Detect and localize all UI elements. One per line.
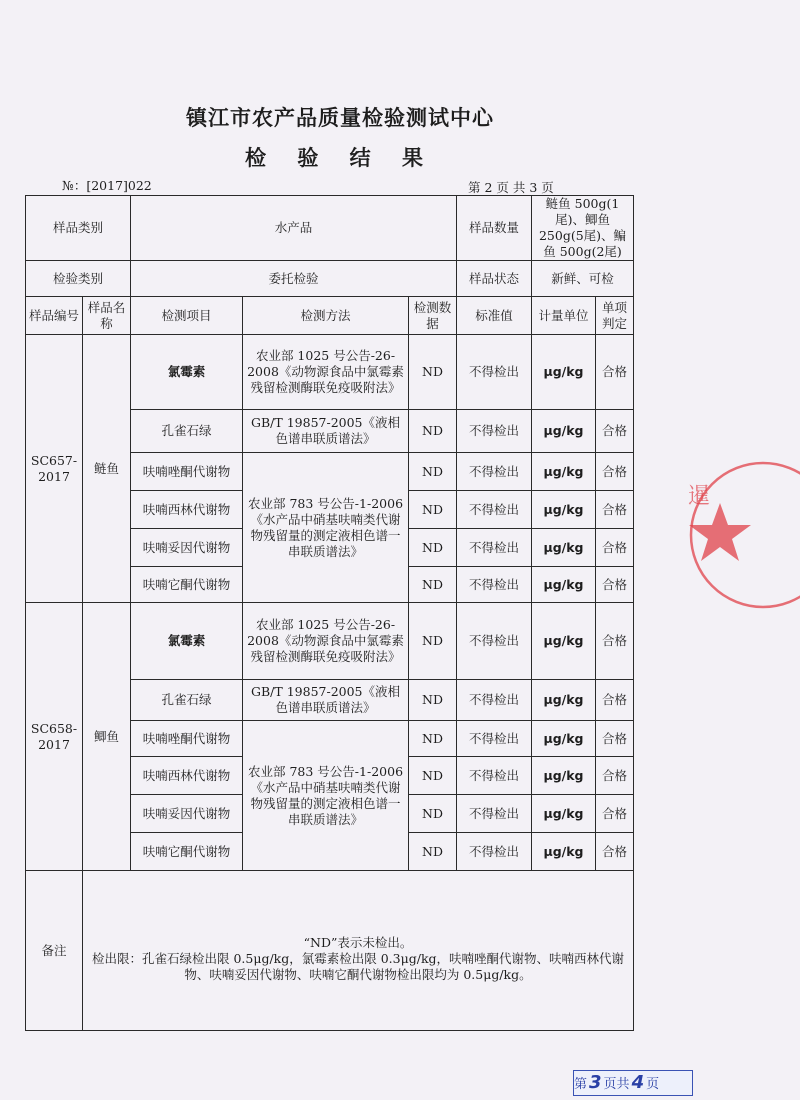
remarks-line-1: “ND”表示未检出。 — [303, 934, 413, 950]
col-test-method: 检测方法 — [243, 297, 409, 335]
unit: μg/kg — [532, 529, 596, 567]
seal-star-icon — [689, 503, 751, 561]
stamp-suffix: 页 — [646, 1077, 660, 1092]
judgement: 合格 — [596, 335, 634, 410]
test-method: 农业部 1025 号公告-26-2008《动物源食品中氯霉素残留检测酶联免疫吸附法》 — [243, 603, 409, 680]
report-number: №：[2017]022 — [62, 178, 152, 193]
unit: μg/kg — [532, 410, 596, 453]
test-item: 呋喃唑酮代谢物 — [131, 721, 243, 757]
page-subtitle: 检 验 结 果 — [245, 146, 435, 170]
sample-quantity-label: 样品数量 — [457, 196, 532, 261]
page-number-stamp — [573, 1070, 693, 1096]
standard-value: 不得检出 — [457, 529, 532, 567]
unit: μg/kg — [532, 680, 596, 721]
unit: μg/kg — [532, 757, 596, 795]
unit: μg/kg — [532, 721, 596, 757]
unit: μg/kg — [532, 567, 596, 603]
test-item: 氯霉素 — [131, 335, 243, 410]
remarks-label: 备注 — [26, 871, 83, 1031]
test-data: ND — [409, 410, 457, 453]
test-data: ND — [409, 833, 457, 871]
test-data: ND — [409, 721, 457, 757]
sample-name: 鲫鱼 — [83, 603, 131, 871]
judgement: 合格 — [596, 833, 634, 871]
judgement: 合格 — [596, 680, 634, 721]
unit: μg/kg — [532, 603, 596, 680]
sample-id: SC657-2017 — [26, 335, 83, 603]
test-data: ND — [409, 529, 457, 567]
unit: μg/kg — [532, 833, 596, 871]
col-test-data: 检测数据 — [409, 297, 457, 335]
table-row — [26, 335, 634, 410]
stamp-page-number: 3 — [589, 1072, 602, 1093]
test-item: 呋喃妥因代谢物 — [131, 529, 243, 567]
info-row-1 — [26, 196, 634, 261]
test-item: 呋喃西林代谢物 — [131, 491, 243, 529]
test-method: 农业部 783 号公告-1-2006《水产品中硝基呋喃类代谢物残留量的测定液相色谱一串联质谱法》 — [243, 453, 409, 603]
sample-category-value: 水产品 — [131, 196, 457, 261]
test-method: GB/T 19857-2005《液相色谱串联质谱法》 — [243, 680, 409, 721]
test-data: ND — [409, 335, 457, 410]
judgement: 合格 — [596, 410, 634, 453]
sample-name: 鲢鱼 — [83, 335, 131, 603]
test-item: 呋喃它酮代谢物 — [131, 567, 243, 603]
test-data: ND — [409, 757, 457, 795]
sample-quantity-value: 鲢鱼 500g(1尾)、鲫鱼 250g(5尾)、鳊鱼 500g(2尾) — [532, 196, 634, 261]
page-title: 镇江市农产品质量检验测试中心 — [186, 106, 494, 130]
col-sample-id: 样品编号 — [26, 297, 83, 335]
test-category-label: 检验类别 — [26, 261, 131, 297]
sample-category-label: 样品类别 — [26, 196, 131, 261]
test-item: 呋喃妥因代谢物 — [131, 795, 243, 833]
col-unit: 计量单位 — [532, 297, 596, 335]
standard-value: 不得检出 — [457, 603, 532, 680]
test-data: ND — [409, 603, 457, 680]
unit: μg/kg — [532, 453, 596, 491]
standard-value: 不得检出 — [457, 453, 532, 491]
col-sample-name: 样品名称 — [83, 297, 131, 335]
judgement: 合格 — [596, 795, 634, 833]
test-item: 呋喃唑酮代谢物 — [131, 453, 243, 491]
unit: μg/kg — [532, 795, 596, 833]
judgement: 合格 — [596, 491, 634, 529]
col-judgement: 单项判定 — [596, 297, 634, 335]
judgement: 合格 — [596, 757, 634, 795]
stamp-prefix: 第 — [574, 1077, 588, 1092]
test-method: GB/T 19857-2005《液相色谱串联质谱法》 — [243, 410, 409, 453]
judgement: 合格 — [596, 529, 634, 567]
sample-state-label: 样品状态 — [457, 261, 532, 297]
test-method: 农业部 1025 号公告-26-2008《动物源食品中氯霉素残留检测酶联免疫吸附法》 — [243, 335, 409, 410]
standard-value: 不得检出 — [457, 335, 532, 410]
column-header-row — [26, 297, 634, 335]
test-item: 呋喃西林代谢物 — [131, 757, 243, 795]
remarks-row — [26, 871, 634, 1031]
test-item: 孔雀石绿 — [131, 680, 243, 721]
test-data: ND — [409, 680, 457, 721]
unit: μg/kg — [532, 491, 596, 529]
standard-value: 不得检出 — [457, 491, 532, 529]
test-data: ND — [409, 453, 457, 491]
sample-state-value: 新鲜、可检 — [532, 261, 634, 297]
judgement: 合格 — [596, 567, 634, 603]
remarks-line-2: 检出限：孔雀石绿检出限 0.5μg/kg，氯霉素检出限 0.3μg/kg，呋喃唑酮代谢物、呋喃西林代谢物、呋喃妥因代谢物、呋喃它酮代谢物检出限均为 0.5μg/kg。 — [91, 950, 625, 982]
test-data: ND — [409, 567, 457, 603]
standard-value: 不得检出 — [457, 410, 532, 453]
test-item: 呋喃它酮代谢物 — [131, 833, 243, 871]
test-item: 孔雀石绿 — [131, 410, 243, 453]
col-test-item: 检测项目 — [131, 297, 243, 335]
judgement: 合格 — [596, 721, 634, 757]
standard-value: 不得检出 — [457, 680, 532, 721]
standard-value: 不得检出 — [457, 567, 532, 603]
unit: μg/kg — [532, 335, 596, 410]
test-method: 农业部 783 号公告-1-2006《水产品中硝基呋喃类代谢物残留量的测定液相色谱一串联质谱法》 — [243, 721, 409, 871]
official-seal — [668, 455, 800, 615]
standard-value: 不得检出 — [457, 721, 532, 757]
test-data: ND — [409, 795, 457, 833]
standard-value: 不得检出 — [457, 795, 532, 833]
sample-id: SC658-2017 — [26, 603, 83, 871]
test-item: 氯霉素 — [131, 603, 243, 680]
stamp-total-pages: 4 — [631, 1072, 645, 1093]
info-row-2 — [26, 261, 634, 297]
judgement: 合格 — [596, 603, 634, 680]
table-row — [26, 603, 634, 680]
standard-value: 不得检出 — [457, 757, 532, 795]
results-table — [25, 195, 634, 1031]
judgement: 合格 — [596, 453, 634, 491]
standard-value: 不得检出 — [457, 833, 532, 871]
test-category-value: 委托检验 — [131, 261, 457, 297]
col-standard: 标准值 — [457, 297, 532, 335]
remarks-body — [83, 871, 634, 1031]
test-data: ND — [409, 491, 457, 529]
stamp-middle: 页共 — [603, 1077, 630, 1092]
page-count: 第 2 页 共 3 页 — [468, 180, 554, 195]
seal-text: 暹 — [688, 484, 711, 509]
